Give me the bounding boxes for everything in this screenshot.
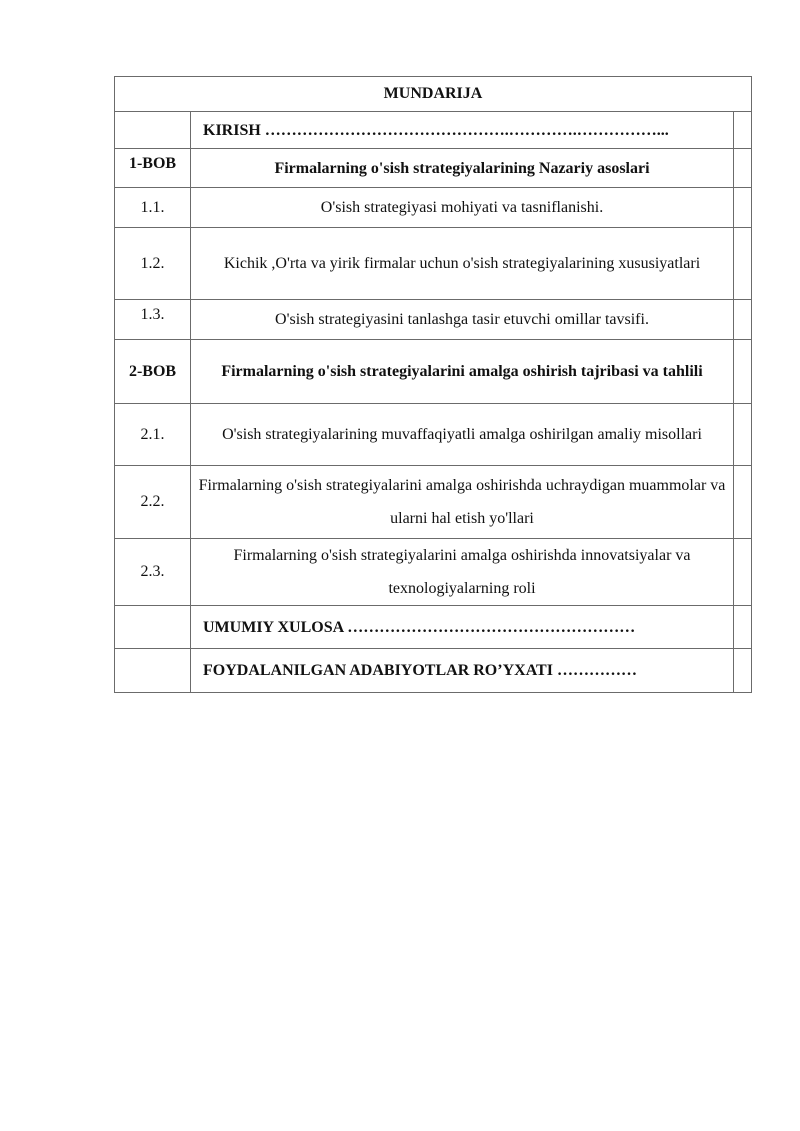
toc-row-number <box>115 606 191 649</box>
section-number: 1.2. <box>115 228 191 300</box>
toc-row-section-1-2 <box>115 228 752 300</box>
toc-row-section-2-2 <box>115 466 752 539</box>
section-title: Firmalarning o'sish strategiyalarini amalga oshirishda innovatsiyalar va texnologiyalarning roli <box>191 539 734 606</box>
section-number: 2.3. <box>115 539 191 606</box>
toc-row-chapter-2 <box>115 340 752 404</box>
toc-page-cell <box>734 404 752 466</box>
toc-page-cell <box>734 228 752 300</box>
toc-title: MUNDARIJA <box>115 77 752 112</box>
toc-page-cell <box>734 188 752 228</box>
table-of-contents <box>114 76 752 693</box>
toc-intro-entry: KIRISH ……………………………………….………….……………... <box>191 112 734 149</box>
toc-page-cell <box>734 649 752 693</box>
chapter-1-number: 1-BOB <box>115 149 191 188</box>
section-title: O'sish strategiyalarining muvaffaqiyatli amalga oshirilgan amaliy misollari <box>191 404 734 466</box>
section-number: 2.1. <box>115 404 191 466</box>
section-title: Kichik ,O'rta va yirik firmalar uchun o'sish strategiyalarining xususiyatlari <box>191 228 734 300</box>
toc-row-section-2-3 <box>115 539 752 606</box>
section-title: Firmalarning o'sish strategiyalarini amalga oshirishda uchraydigan muammolar va ularni hal etish yo'llari <box>191 466 734 539</box>
toc-row-section-1-1 <box>115 188 752 228</box>
section-number: 2.2. <box>115 466 191 539</box>
toc-row-chapter-1 <box>115 149 752 188</box>
toc-row-references <box>115 649 752 693</box>
section-number: 1.1. <box>115 188 191 228</box>
toc-row-number <box>115 112 191 149</box>
toc-row-intro <box>115 112 752 149</box>
toc-row-section-2-1 <box>115 404 752 466</box>
toc-page-cell <box>734 300 752 340</box>
toc-row-conclusion <box>115 606 752 649</box>
references-entry: FOYDALANILGAN ADABIYOTLAR RO’YXATI …………… <box>191 649 734 693</box>
toc-page-cell <box>734 539 752 606</box>
chapter-2-number: 2-BOB <box>115 340 191 404</box>
section-number: 1.3. <box>115 300 191 340</box>
conclusion-entry: UMUMIY XULOSA ……………………………………………… <box>191 606 734 649</box>
toc-title-row <box>115 77 752 112</box>
toc-page-cell <box>734 606 752 649</box>
toc-page-cell <box>734 340 752 404</box>
toc-page-cell <box>734 466 752 539</box>
section-title: O'sish strategiyasini tanlashga tasir etuvchi omillar tavsifi. <box>191 300 734 340</box>
chapter-1-title: Firmalarning o'sish strategiyalarining Nazariy asoslari <box>191 149 734 188</box>
toc-row-section-1-3 <box>115 300 752 340</box>
toc-page-cell <box>734 112 752 149</box>
section-title: O'sish strategiyasi mohiyati va tasniflanishi. <box>191 188 734 228</box>
toc-page-cell <box>734 149 752 188</box>
chapter-2-title: Firmalarning o'sish strategiyalarini amalga oshirish tajribasi va tahlili <box>191 340 734 404</box>
toc-row-number <box>115 649 191 693</box>
